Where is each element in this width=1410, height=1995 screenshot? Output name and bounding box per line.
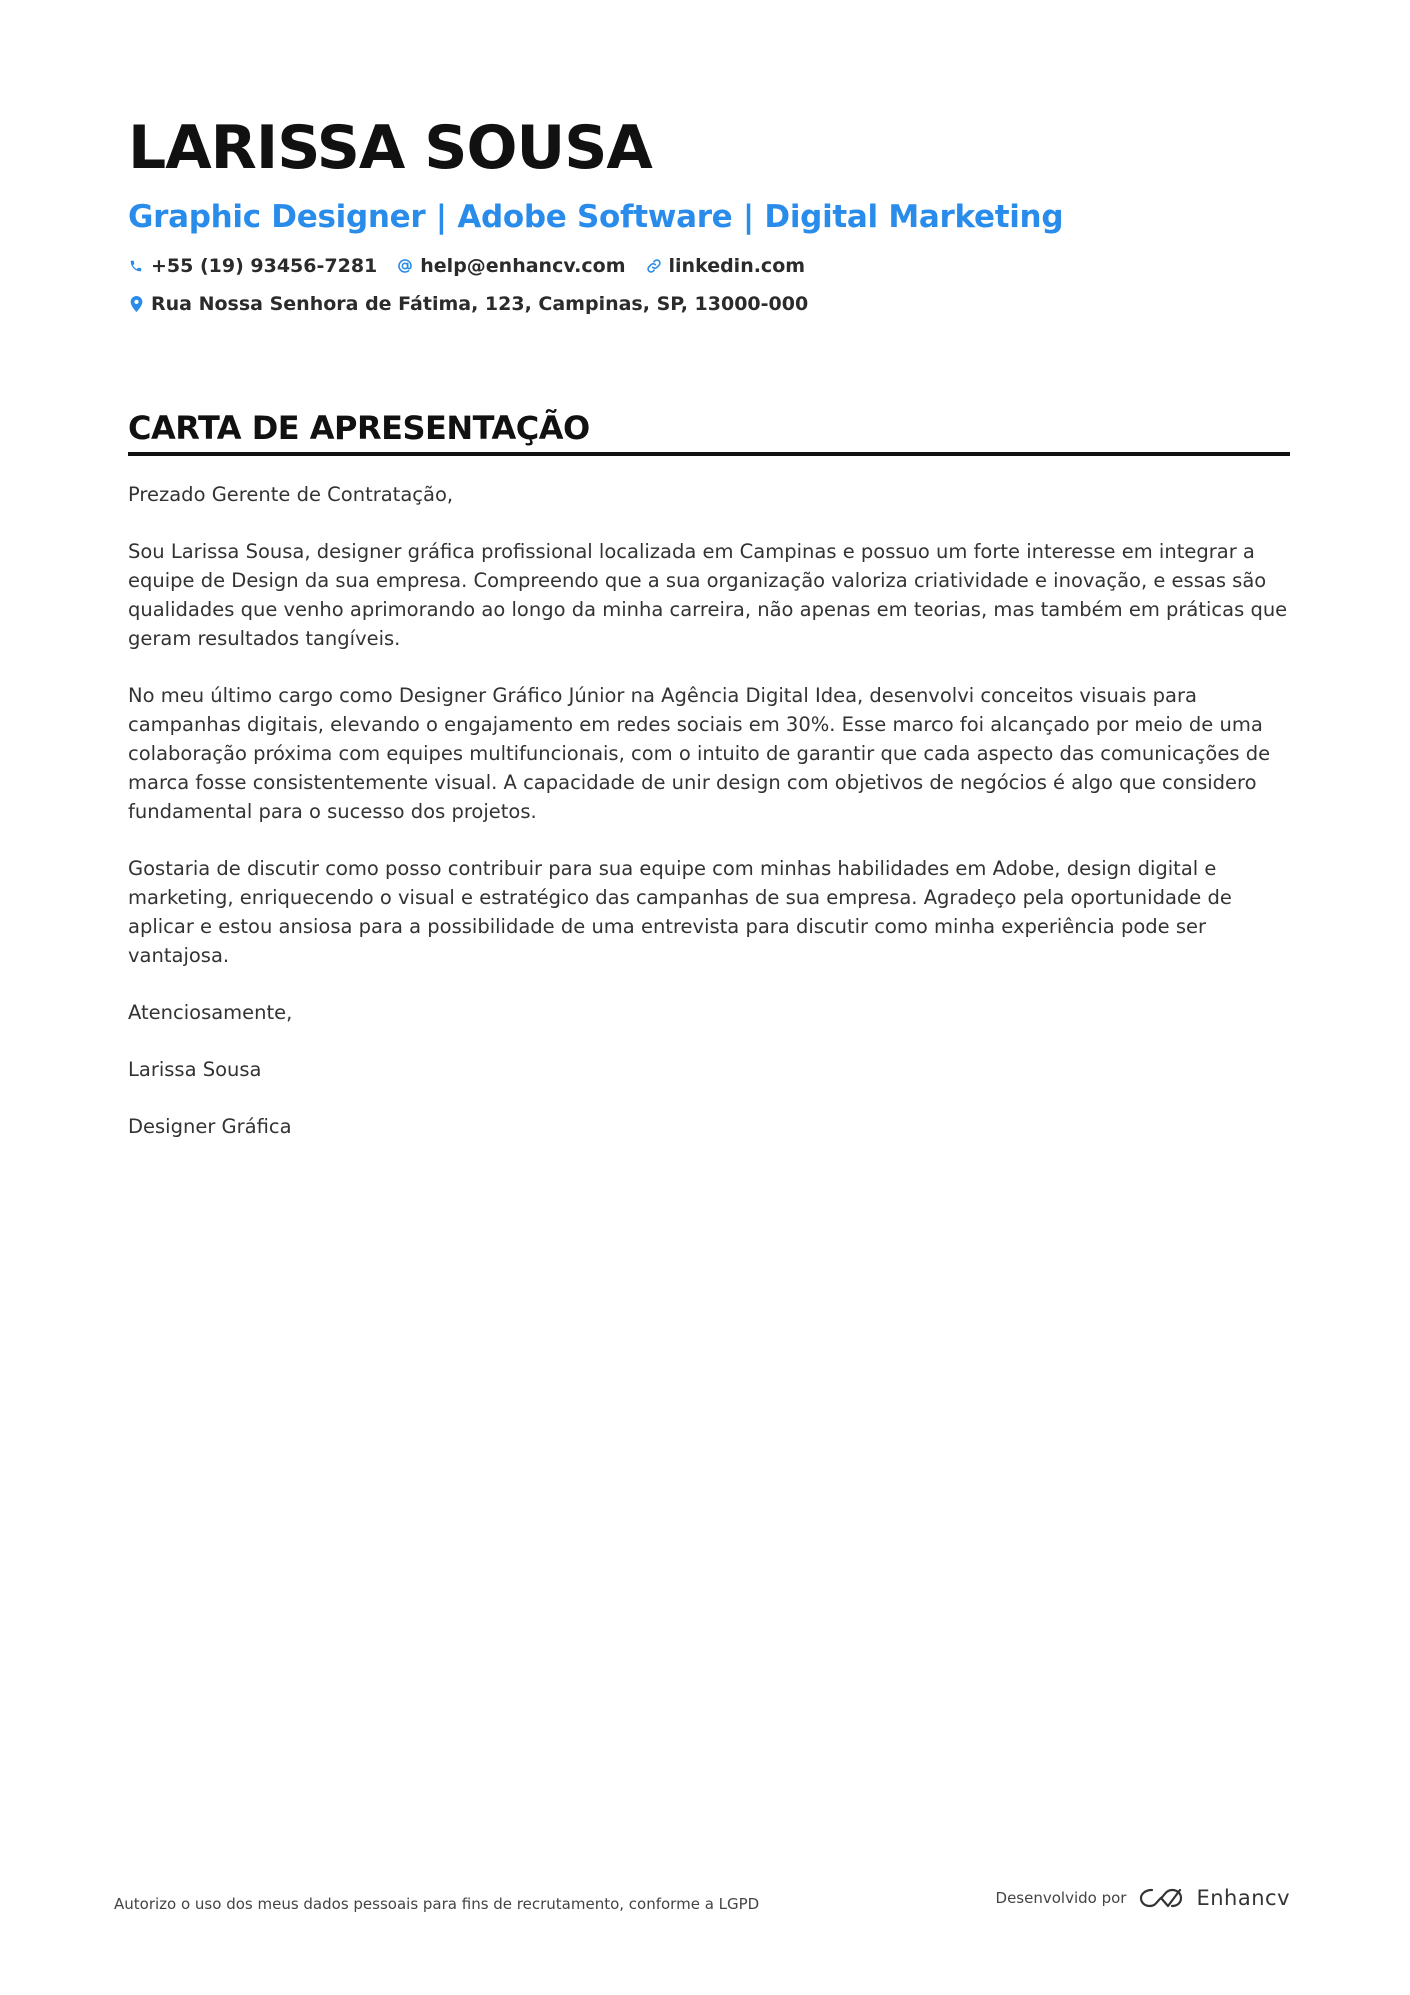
contact-address	[128, 293, 808, 315]
contact-phone[interactable]	[128, 255, 377, 277]
address-row	[128, 288, 1288, 320]
cover-letter-section	[128, 406, 1290, 456]
footer-branding[interactable]	[996, 1886, 1290, 1910]
at-icon	[397, 257, 413, 275]
candidate-name: LARISSA SOUSA	[128, 113, 652, 183]
link-icon	[646, 257, 662, 275]
location-pin-icon	[128, 295, 144, 313]
signature-name: Larissa Sousa	[128, 1058, 262, 1081]
letter-paragraph: Sou Larissa Sousa, designer gráfica profissional localizada em Campinas e possuo um forte interesse em integrar a equipe de Design da sua empresa. Compreendo que a sua organização valoriza criatividade e inovação, e essas são qualidades que venho aprimorando ao longo da minha carreira, não apenas em teorias, mas também em práticas que geram resultados tangíveis.	[128, 540, 1288, 650]
letter-body	[128, 480, 1290, 1169]
signature-title: Designer Gráfica	[128, 1115, 292, 1138]
letter-paragraph: Gostaria de discutir como posso contribuir para sua equipe com minhas habilidades em Adobe, design digital e marketing, enriquecendo o visual e estratégico das campanhas de sua empresa. Agradeço pela oportunidade de aplicar e estou ansiosa para a possibilidade de uma entrevista para discutir como minha experiência pode ser vantajosa.	[128, 857, 1232, 967]
phone-icon	[128, 257, 144, 275]
contact-email[interactable]	[397, 255, 625, 277]
contact-email-text: help@enhancv.com	[420, 255, 626, 277]
contact-linkedin[interactable]	[646, 255, 806, 277]
resume-header	[128, 108, 1288, 320]
contact-phone-text: +55 (19) 93456-7281	[151, 255, 378, 277]
letter-closing: Atenciosamente,	[128, 1001, 293, 1024]
letter-paragraph: No meu último cargo como Designer Gráfico Júnior na Agência Digital Idea, desenvolvi conceitos visuais para campanhas digitais, elevando o engajamento em redes sociais em 30%. Esse marco foi alcançado por meio de uma colaboração próxima com equipes multifuncionais, com o intuito de garantir que cada aspecto das comunicações de marca fosse consistentemente visual. A capacidade de unir design com objetivos de negócios é algo que considero fundamental para o sucesso dos projetos.	[128, 684, 1271, 823]
contact-row	[128, 250, 1288, 282]
enhancv-logo-icon	[1138, 1886, 1184, 1910]
section-divider	[128, 452, 1290, 456]
letter-greeting: Prezado Gerente de Contratação,	[128, 483, 454, 506]
contact-linkedin-text: linkedin.com	[668, 255, 806, 277]
candidate-headline: Graphic Designer | Adobe Software | Digital Marketing	[128, 199, 1064, 235]
section-title: CARTA DE APRESENTAÇÃO	[128, 409, 590, 447]
brand-name: Enhancv	[1196, 1886, 1290, 1910]
contact-address-text: Rua Nossa Senhora de Fátima, 123, Campinas, SP, 13000-000	[151, 293, 809, 315]
powered-by-label: Desenvolvido por	[995, 1889, 1127, 1907]
footer-consent: Autorizo o uso dos meus dados pessoais para fins de recrutamento, conforme a LGPD	[114, 1895, 760, 1913]
